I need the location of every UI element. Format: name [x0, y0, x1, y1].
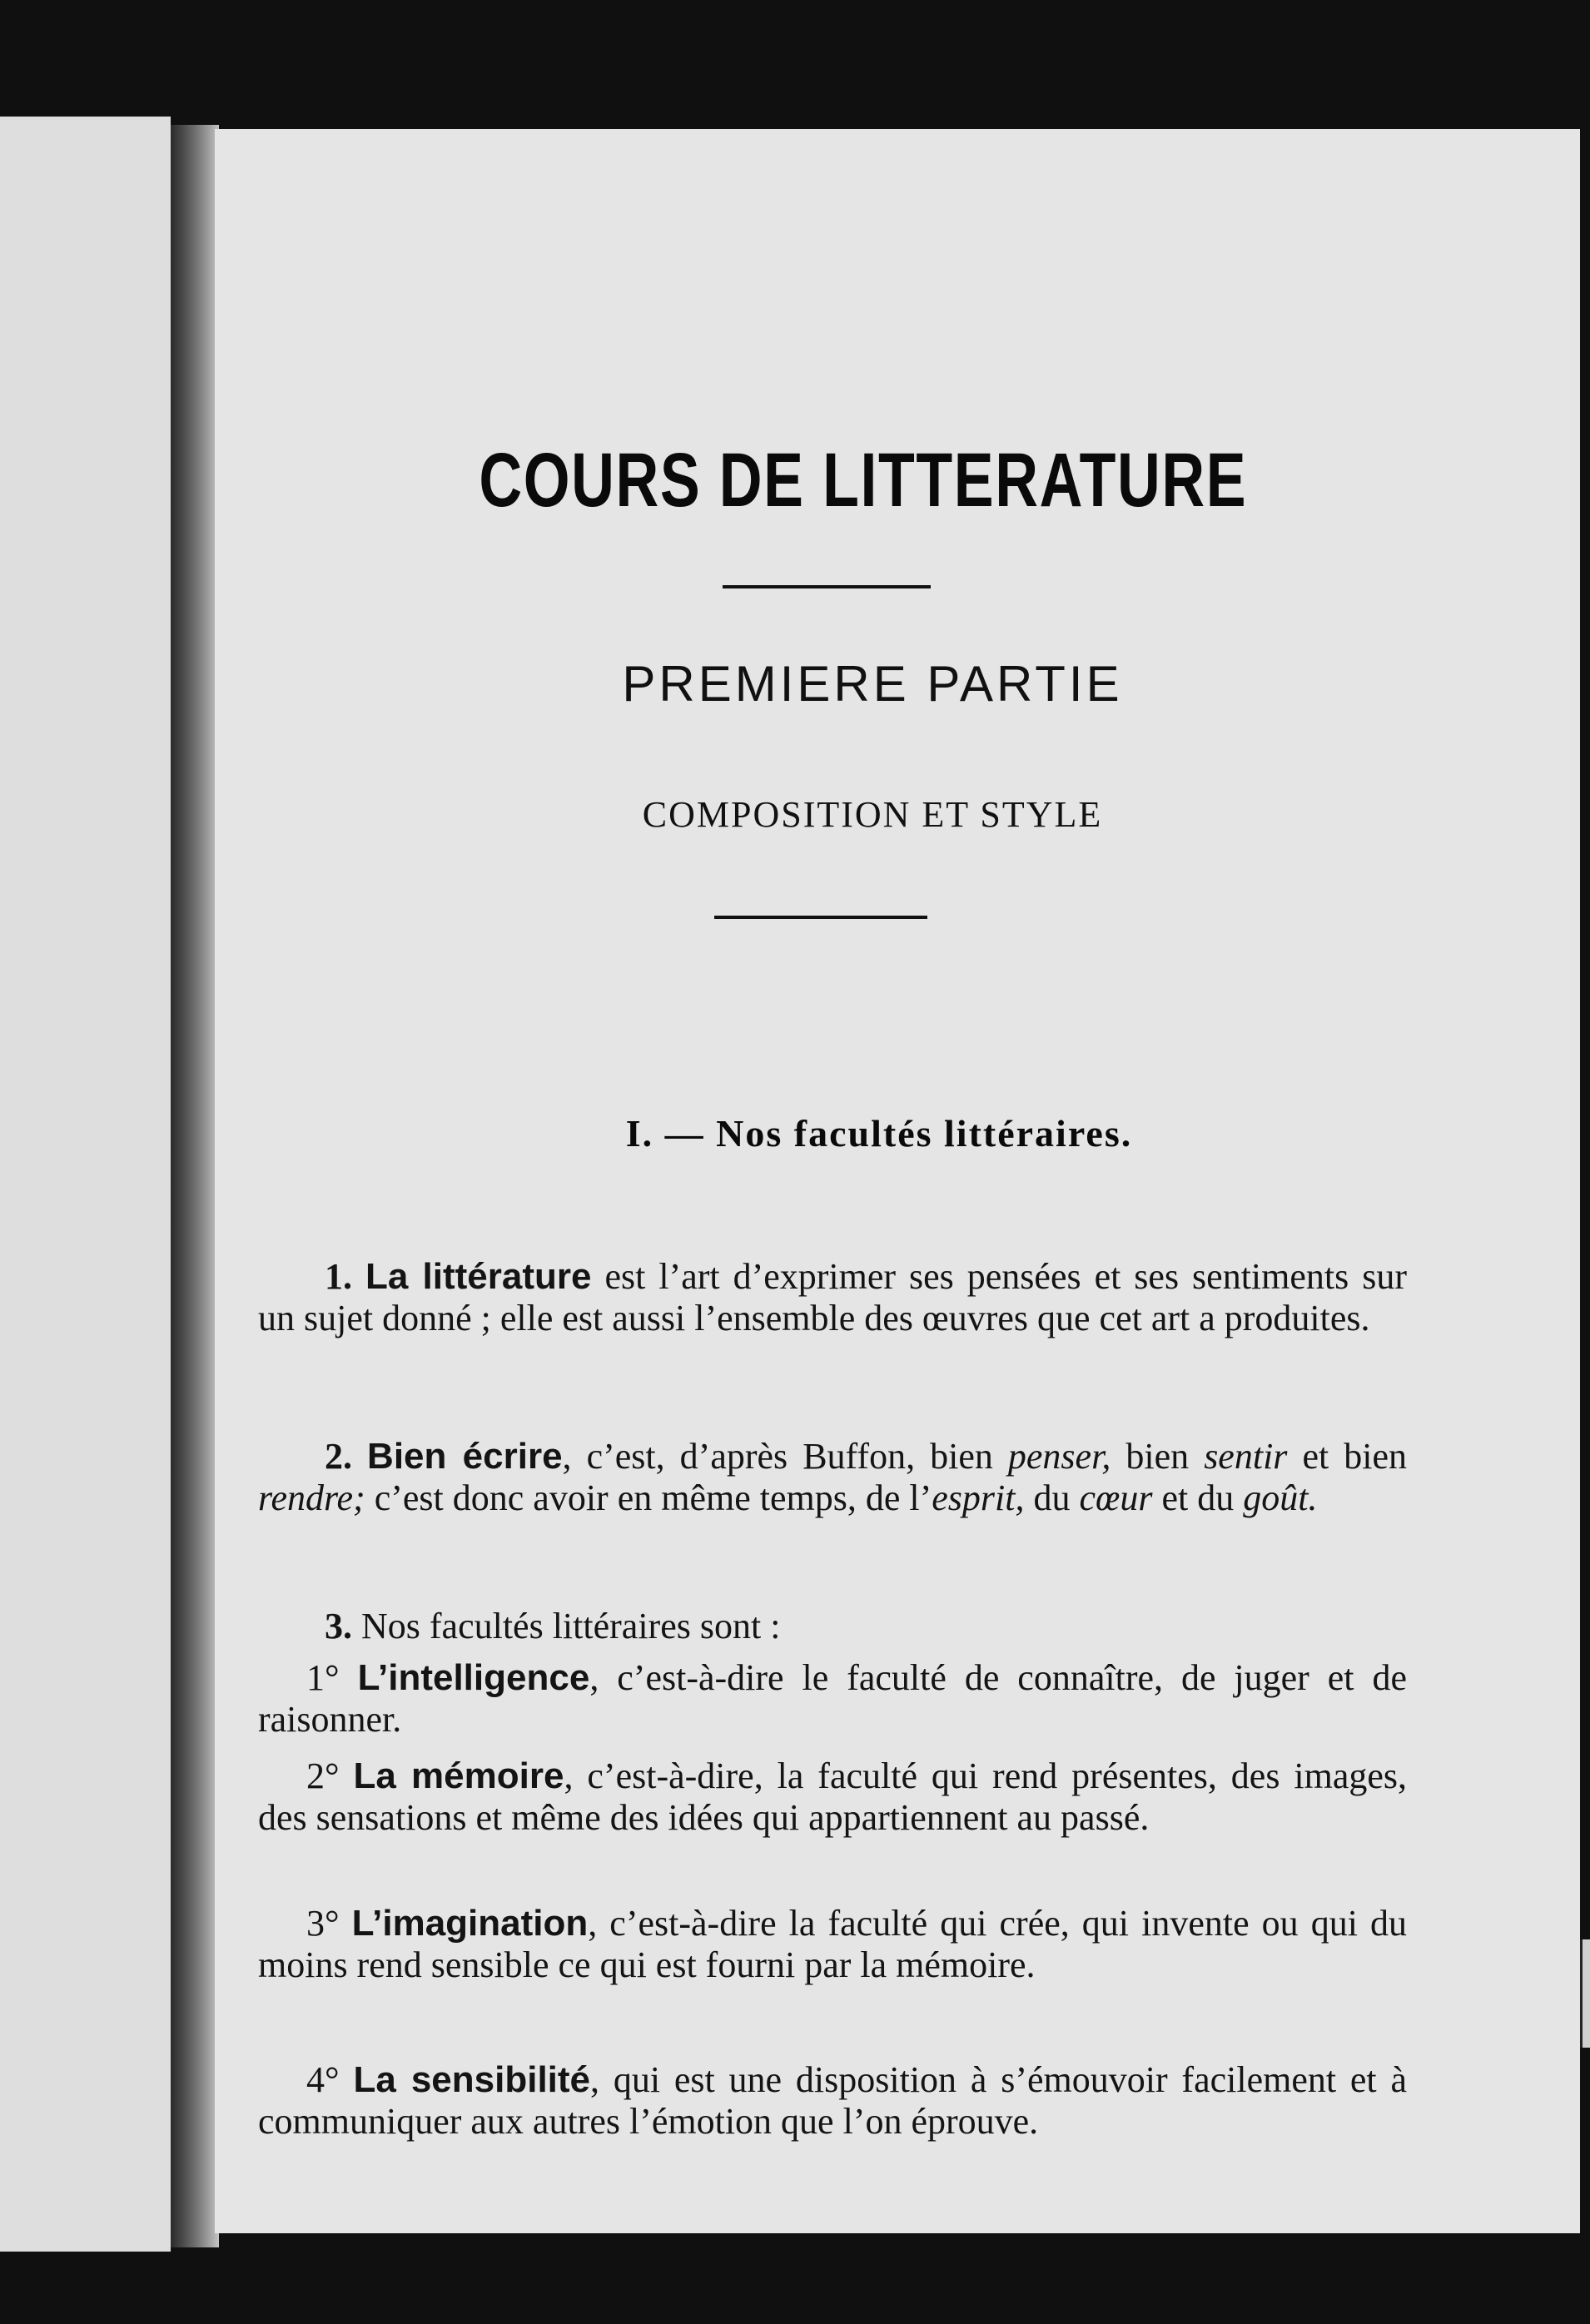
list-marker: 1° — [306, 1657, 340, 1698]
facing-page — [0, 117, 171, 2252]
list-marker: 4° — [306, 2059, 340, 2100]
title-divider — [723, 585, 931, 588]
faculty-item-memoire — [258, 1755, 1407, 1839]
paragraph-lead-term: L’intelligence — [357, 1657, 590, 1698]
faculty-item-imagination — [258, 1903, 1407, 1986]
page-edge — [1580, 1939, 1590, 2048]
italic-term: cœur — [1079, 1477, 1153, 1518]
book-page — [215, 129, 1580, 2233]
paragraph-lead-term: La mémoire — [353, 1755, 564, 1796]
paragraph-text: c’est donc avoir en même temps, de l’ — [365, 1477, 932, 1518]
paragraph-number: 3. — [325, 1606, 352, 1646]
paragraph-lead-term: La sensibilité — [353, 2059, 591, 2100]
paragraph-text: et bien — [1287, 1436, 1408, 1477]
paragraph-number: 2. — [325, 1436, 352, 1477]
italic-term: sentir — [1204, 1436, 1288, 1477]
paragraph-text: , qui est une disposition à s’émouvoir facilement et à communiquer aux autres l’émotion que l’on éprouve. — [258, 2059, 1408, 2142]
paragraph-text: , c’est-à-dire, la faculté qui rend présentes, des images, des sensations et même des idées qui appartiennent au passé. — [258, 1755, 1408, 1838]
page-title: COURS DE LITTERATURE — [479, 438, 1248, 523]
paragraph-lead-term: L’imagination — [351, 1903, 589, 1944]
paragraph-text: bien — [1111, 1436, 1205, 1477]
book-gutter — [171, 125, 219, 2247]
paragraph-text: , c’est-à-dire le faculté de connaître, de juger et de raisonner. — [258, 1657, 1407, 1740]
paragraph-text: et du — [1152, 1477, 1244, 1518]
paragraph-text: du — [1024, 1477, 1080, 1518]
paragraph-1 — [258, 1256, 1407, 1339]
paragraph-2 — [258, 1436, 1407, 1519]
paragraph-text: Nos facultés littéraires sont : — [352, 1606, 781, 1646]
chapter-heading: I. — Nos facultés littéraires. — [625, 1112, 1133, 1155]
paragraph-lead-term: La littérature — [365, 1256, 592, 1297]
paragraph-text: , c’est-à-dire la faculté qui crée, qui invente ou qui du moins rend sensible ce qui est fourni par la mémoire. — [258, 1903, 1407, 1985]
part-title: PREMIERE PARTIE — [622, 656, 1123, 712]
faculty-item-intelligence — [258, 1657, 1407, 1741]
list-marker: 2° — [306, 1755, 340, 1796]
paragraph-3 — [258, 1606, 1407, 1647]
italic-term: penser, — [1007, 1436, 1111, 1477]
italic-term: rendre; — [258, 1477, 365, 1518]
faculty-item-sensibilite — [258, 2059, 1407, 2143]
italic-term: esprit, — [932, 1477, 1025, 1518]
paragraph-text: , c’est, d’après Buffon, bien — [562, 1436, 1008, 1477]
section-subtitle: COMPOSITION ET STYLE — [642, 794, 1103, 835]
paragraph-number: 1. — [325, 1256, 352, 1297]
italic-term: goût. — [1243, 1477, 1318, 1518]
paragraph-lead-term: Bien écrire — [367, 1436, 563, 1477]
paragraph-text: est l’art d’exprimer ses pensées et ses sentiments sur un sujet donné ; elle est aussi l’ensemble des œuvres que cet art a produites. — [258, 1256, 1408, 1338]
section-divider — [714, 916, 927, 919]
list-marker: 3° — [306, 1903, 340, 1944]
